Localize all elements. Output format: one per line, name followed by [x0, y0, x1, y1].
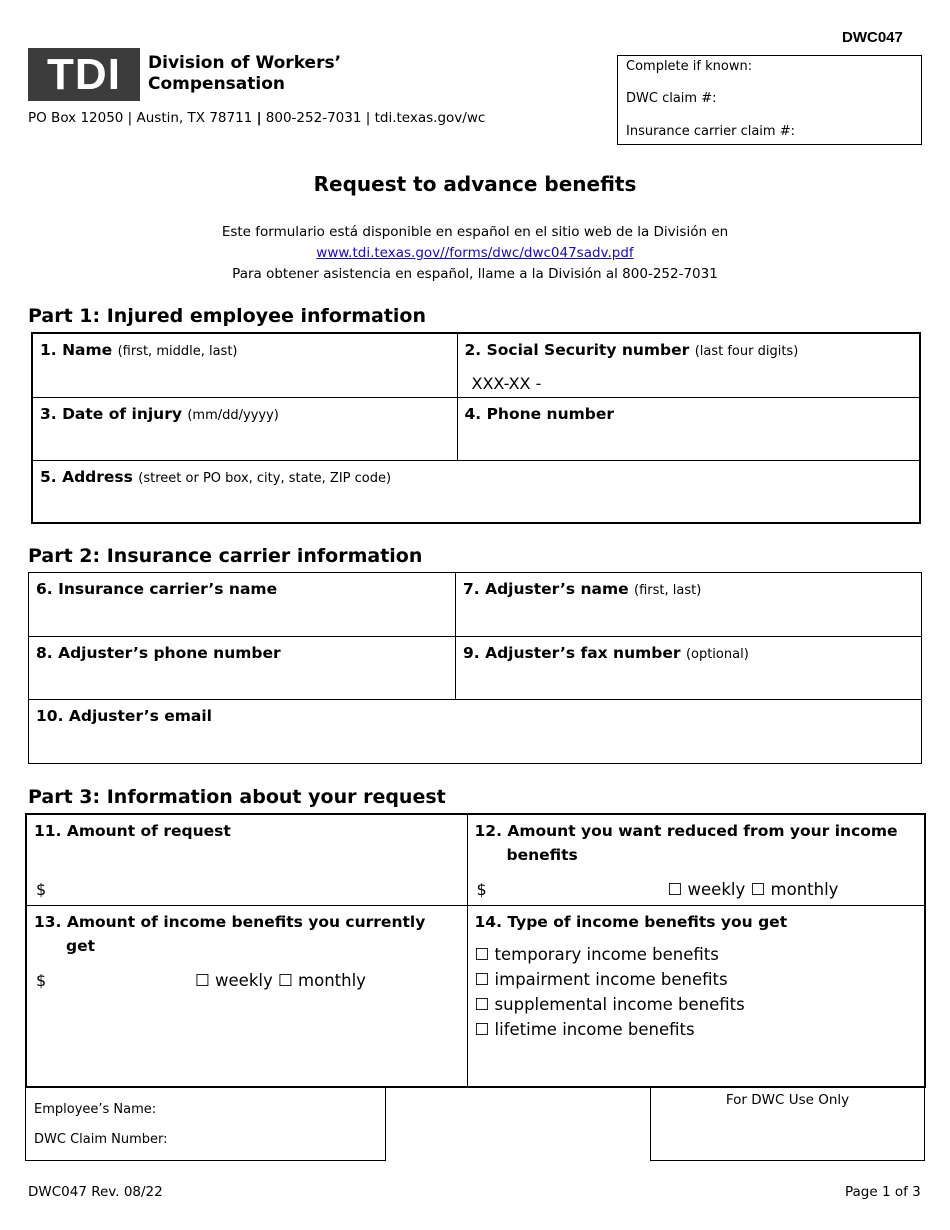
part1-title: Part 1: Injured employee information: [28, 305, 426, 327]
ssn-field[interactable]: [457, 333, 920, 397]
reduce-weekly-checkbox[interactable]: ☐ weekly: [667, 880, 746, 899]
doi-label: 3. Date of injury: [40, 404, 182, 423]
ssn-note: (last four digits): [694, 344, 799, 359]
adjuster-fax-field[interactable]: [456, 637, 922, 700]
claim-known-box: [617, 55, 922, 145]
form-code: DWC047: [842, 29, 903, 46]
reduce-monthly-checkbox[interactable]: ☐ monthly: [750, 880, 839, 899]
spanish-line1: Este formulario está disponible en español en el sitio web de la División en: [221, 224, 729, 240]
impairment-benefits-checkbox[interactable]: ☐ impairment income benefits: [474, 969, 728, 989]
amount-of-request-label: 11. Amount of request: [34, 822, 231, 840]
adjuster-fax-label: 9. Adjuster’s fax number: [463, 644, 681, 662]
benefit-type-options: [475, 942, 918, 1042]
date-of-injury-field[interactable]: [32, 397, 457, 460]
supplemental-benefits-checkbox[interactable]: ☐ supplemental income benefits: [474, 994, 745, 1014]
dwc-use-only-label: For DWC Use Only: [725, 1092, 850, 1108]
claim-box-heading: Complete if known:: [626, 59, 753, 74]
current-frequency: [195, 968, 366, 993]
adjuster-name-label: 7. Adjuster’s name: [463, 580, 629, 598]
part3-title: Part 3: Information about your request: [28, 786, 446, 808]
reduce-amount-field[interactable]: [467, 814, 925, 905]
contact-phone: 800-252-7031: [265, 110, 362, 126]
revision-label: DWC047 Rev. 08/22: [28, 1184, 163, 1200]
current-monthly-checkbox[interactable]: ☐ monthly: [278, 970, 366, 990]
spanish-line3: Para obtener asistencia en español, llame a la División al 800-252-7031: [232, 266, 718, 282]
org-name: [148, 53, 341, 95]
dwc-claim-number-field[interactable]: DWC Claim Number:: [34, 1132, 168, 1147]
current-dollar: $: [36, 970, 47, 990]
reduce-dollar: $: [476, 880, 487, 899]
ssn-label: 2. Social Security number: [464, 341, 690, 359]
reduce-amount-label: 12. Amount you want reduced from your income benefits: [474, 822, 898, 864]
benefit-type-label: 14. Type of income benefits you get: [474, 912, 788, 931]
org-name-line2: Compensation: [148, 74, 285, 94]
adjuster-name-field[interactable]: [456, 573, 922, 637]
part2-title: Part 2: Insurance carrier information: [28, 545, 423, 567]
phone-label: 4. Phone number: [464, 404, 615, 423]
contact-address: PO Box 12050 | Austin, TX 78711: [28, 110, 253, 126]
adjuster-phone-field[interactable]: [29, 637, 456, 700]
adjuster-name-note: (first, last): [634, 583, 702, 598]
employee-name-field[interactable]: Employee’s Name:: [34, 1102, 157, 1117]
phone-field[interactable]: [457, 397, 920, 460]
name-field[interactable]: [32, 333, 457, 397]
page-title: Request to advance benefits: [313, 172, 637, 196]
benefit-type-field: [467, 905, 925, 1087]
part1-table: [31, 332, 921, 524]
spanish-form-link[interactable]: www.tdi.texas.gov//forms/dwc/dwc047sadv.pdf: [316, 245, 634, 261]
current-benefits-field[interactable]: [26, 905, 467, 1087]
doi-note: (mm/dd/yyyy): [187, 407, 279, 423]
adjuster-email-label: 10. Adjuster’s email: [36, 707, 212, 725]
carrier-name-label: 6. Insurance carrier’s name: [36, 580, 278, 598]
address-label: 5. Address: [40, 467, 133, 486]
adjuster-email-field[interactable]: [29, 700, 922, 764]
address-note: (street or PO box, city, state, ZIP code): [138, 470, 392, 486]
carrier-name-field[interactable]: [29, 573, 456, 637]
temporary-benefits-checkbox[interactable]: ☐ temporary income benefits: [474, 944, 719, 964]
page-number: Page 1 of 3: [845, 1184, 921, 1200]
contact-line: PO Box 12050 | Austin, TX 78711 | 800-252-7031 | tdi.texas.gov/wc: [28, 110, 486, 126]
name-note: (first, middle, last): [117, 344, 238, 359]
org-name-line1: Division of Workers’: [148, 53, 342, 73]
amount-of-request-field[interactable]: [26, 814, 467, 905]
dwc-claim-field[interactable]: DWC claim #:: [626, 91, 717, 106]
spanish-notice: [0, 222, 950, 285]
contact-website: tdi.texas.gov/wc: [374, 110, 486, 126]
reduce-frequency: [668, 877, 839, 902]
current-weekly-checkbox[interactable]: ☐ weekly: [195, 970, 273, 990]
adjuster-phone-label: 8. Adjuster’s phone number: [36, 644, 281, 662]
ssn-prefix: XXX-XX -: [471, 374, 542, 393]
tdi-logo: TDI: [28, 48, 140, 101]
current-benefits-label: 13. Amount of income benefits you currently get: [34, 912, 426, 955]
adjuster-fax-note: (optional): [685, 647, 749, 662]
part2-table: [28, 572, 922, 764]
employee-info-box: [25, 1087, 386, 1161]
amount-dollar: $: [36, 880, 47, 899]
name-label: 1. Name: [40, 341, 113, 359]
lifetime-benefits-checkbox[interactable]: ☐ lifetime income benefits: [474, 1019, 695, 1039]
dwc-use-only-box: [650, 1087, 925, 1161]
carrier-claim-field[interactable]: Insurance carrier claim #:: [626, 124, 795, 139]
address-field[interactable]: [32, 460, 920, 523]
part3-table: [25, 813, 926, 1088]
